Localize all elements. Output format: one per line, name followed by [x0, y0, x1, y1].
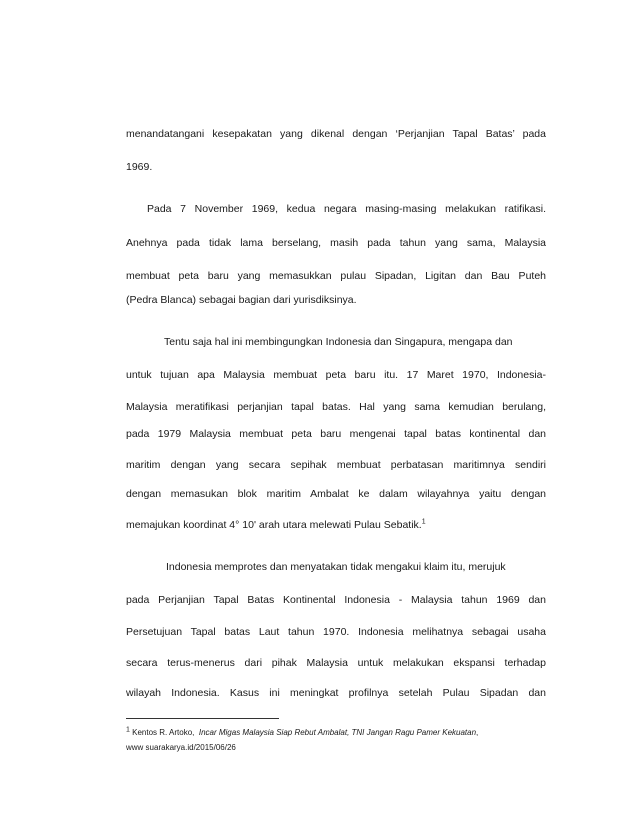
paragraph-3-line-7	[126, 518, 546, 532]
paragraph-2-line-2: Anehnya pada tidak lama berselang, masih pada tahun yang sama, Malaysia	[126, 237, 546, 249]
paragraph-4-line-4: secara terus-menerus dari pihak Malaysia untuk melakukan ekspansi terhadap	[126, 657, 546, 669]
paragraph-3-line-3: Malaysia meratifikasi perjanjian tapal batas. Hal yang sama kemudian berulang,	[126, 401, 546, 413]
paragraph-4-line-5: wilayah Indonesia. Kasus ini meningkat profilnya setelah Pulau Sipadan dan	[126, 687, 546, 699]
paragraph-4-line-1: Indonesia memprotes dan menyatakan tidak mengakui klaim itu, merujuk	[166, 561, 506, 573]
paragraph-1-line-1: menandatangani kesepakatan yang dikenal dengan ‘Perjanjian Tapal Batas’ pada	[126, 128, 546, 140]
paragraph-4-line-2: pada Perjanjian Tapal Batas Kontinental Indonesia - Malaysia tahun 1969 dan	[126, 594, 546, 606]
paragraph-3-line-4: pada 1979 Malaysia membuat peta baru mengenai tapal batas kontinental dan	[126, 428, 546, 440]
paragraph-2-line-3: membuat peta baru yang memasukkan pulau Sipadan, Ligitan dan Bau Puteh	[126, 270, 546, 282]
paragraph-3-line-6: dengan memasukan blok maritim Ambalat ke dalam wilayahnya yaitu dengan	[126, 488, 546, 500]
paragraph-2-line-4: (Pedra Blanca) sebagai bagian dari yurisdiksinya.	[126, 294, 357, 306]
footnote-title-end: ,	[476, 728, 479, 737]
paragraph-1-line-2: 1969.	[126, 161, 153, 173]
footnote-reference[interactable]: 1	[421, 518, 426, 526]
footnote-line-1	[126, 727, 546, 738]
paragraph-3-line-2: untuk tujuan apa Malaysia membuat peta baru itu. 17 Maret 1970, Indonesia-	[126, 369, 546, 381]
paragraph-3-line-1: Tentu saja hal ini membingungkan Indonesia dan Singapura, mengapa dan	[164, 336, 513, 348]
footnote-author: Kentos R. Artoko,	[132, 728, 195, 737]
paragraph-4-line-3: Persetujuan Tapal batas Laut tahun 1970. Indonesia melihatnya sebagai usaha	[126, 626, 546, 638]
footnote-title: Incar Migas Malaysia Siap Rebut Ambalat, TNI Jangan Ragu Pamer Kekuatan	[198, 728, 477, 737]
footnote-source[interactable]: www suarakarya.id/2015/06/26	[126, 743, 236, 752]
footnote-separator	[126, 718, 279, 719]
paragraph-3-line-5: maritim dengan yang secara sepihak membuat perbatasan maritimnya sendiri	[126, 459, 546, 471]
footnote-number: 1	[126, 726, 130, 734]
paragraph-2-line-1: Pada 7 November 1969, kedua negara masing-masing melakukan ratifikasi.	[147, 203, 546, 215]
paragraph-3-line-7-text: memajukan koordinat 4° 10' arah utara melewati Pulau Sebatik.	[126, 519, 422, 531]
